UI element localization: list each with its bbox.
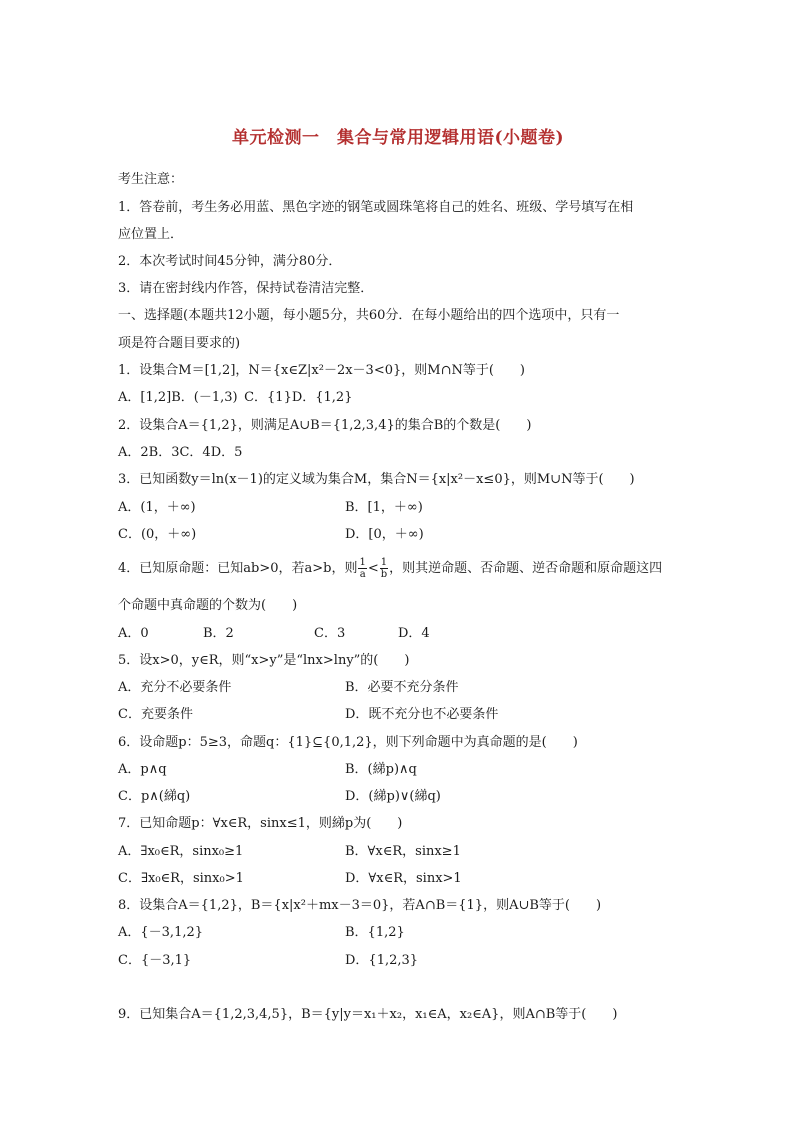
question-3-option-c: C．(0，＋∞) bbox=[118, 527, 197, 542]
less-than-sign: < bbox=[367, 561, 379, 576]
fraction-1-over-a bbox=[358, 557, 366, 580]
section-heading-cont: 项是符合题目要求的) bbox=[118, 336, 241, 351]
question-8-option-a: A．{－3,1,2} bbox=[118, 925, 204, 940]
question-6-option-a: A．p∧q bbox=[118, 762, 167, 777]
question-5-option-b: B．必要不充分条件 bbox=[345, 680, 459, 695]
question-4-option-b: B．2 bbox=[203, 626, 234, 641]
fraction-1-over-b bbox=[380, 557, 388, 580]
fraction-numerator: 1 bbox=[359, 557, 366, 568]
question-2-stem: 2．设集合A＝{1,2}，则满足A∪B＝{1,2,3,4}的集合B的个数是( ) bbox=[118, 418, 532, 433]
question-6-stem: 6．设命题p：5≥3，命题q：{1}⊆{0,1,2}，则下列命题中为真命题的是( ) bbox=[118, 735, 578, 750]
question-1-options: A．[1,2]B．(－1,3) C．{1}D．{1,2} bbox=[118, 390, 353, 405]
question-1-stem: 1．设集合M＝[1,2]，N＝{x∈Z|x²－2x－3<0}，则M∩N等于( ) bbox=[118, 363, 525, 378]
question-8-option-b: B．{1,2} bbox=[345, 925, 405, 940]
question-2-options: A．2B．3C．4D．5 bbox=[118, 445, 243, 460]
question-4-option-d: D．4 bbox=[398, 626, 430, 641]
notice-item-3: 3．请在密封线内作答，保持试卷清洁完整． bbox=[118, 281, 374, 296]
notice-item-2: 2．本次考试时间45分钟，满分80分． bbox=[118, 254, 342, 269]
question-7-option-d: D．∀x∈R，sinx>1 bbox=[345, 871, 462, 886]
question-3-option-b: B．[1，＋∞) bbox=[345, 500, 423, 515]
question-7-option-c: C．∃x₀∈R，sinx₀>1 bbox=[118, 871, 244, 886]
question-5-option-c: C．充要条件 bbox=[118, 707, 193, 722]
question-6-option-b: B．(綈p)∧q bbox=[345, 762, 417, 777]
question-7-stem: 7．已知命题p：∀x∈R，sinx≤1，则綈p为( ) bbox=[118, 816, 403, 831]
question-8-option-c: C．{－3,1} bbox=[118, 953, 192, 968]
question-3-option-a: A．(1，＋∞) bbox=[118, 500, 196, 515]
notice-item-1-cont: 应位置上． bbox=[118, 227, 184, 242]
notice-heading: 考生注意： bbox=[118, 172, 184, 187]
fraction-numerator: 1 bbox=[380, 557, 388, 568]
fraction-denominator: b bbox=[380, 569, 388, 580]
question-7-option-b: B．∀x∈R，sinx≥1 bbox=[345, 844, 461, 859]
section-heading: 一、选择题(本题共12小题，每小题5分，共60分．在每小题给出的四个选项中，只有一 bbox=[118, 308, 620, 323]
page-title: 单元检测一 集合与常用逻辑用语(小题卷) bbox=[231, 128, 565, 148]
question-5-option-d: D．既不充分也不必要条件 bbox=[345, 707, 499, 722]
question-4-stem-start: 4．已知原命题：已知ab>0，若a>b，则 bbox=[118, 561, 358, 576]
question-3-stem: 3．已知函数y＝ln(x－1)的定义域为集合M，集合N＝{x|x²－x≤0}，则M∪N等于( ) bbox=[118, 472, 635, 487]
fraction-denominator: a bbox=[359, 569, 366, 580]
question-7-option-a: A．∃x₀∈R，sinx₀≥1 bbox=[118, 844, 244, 859]
question-8-stem: 8．设集合A＝{1,2}，B＝{x|x²＋mx－3＝0}，若A∩B＝{1}，则A∪B等于( ) bbox=[118, 898, 602, 913]
question-3-option-d: D．[0，＋∞) bbox=[345, 527, 424, 542]
question-6-option-c: C．p∧(綈q) bbox=[118, 789, 191, 804]
question-5-option-a: A．充分不必要条件 bbox=[118, 680, 232, 695]
question-6-option-d: D．(綈p)∨(綈q) bbox=[345, 789, 441, 804]
question-4-stem-cont: 个命题中真命题的个数为( ) bbox=[118, 598, 298, 613]
question-4-stem-end: ，则其逆命题、否命题、逆否命题和原命题这四 bbox=[389, 561, 663, 576]
question-4-option-c: C．3 bbox=[314, 626, 346, 641]
question-4-option-a: A．0 bbox=[118, 626, 149, 641]
question-5-stem: 5．设x>0，y∈R，则“x>y”是“lnx>lny”的( ) bbox=[118, 653, 410, 668]
notice-item-1: 1．答卷前，考生务必用蓝、黑色字迹的钢笔或圆珠笔将自己的姓名、班级、学号填写在相 bbox=[118, 200, 634, 215]
question-9-stem: 9．已知集合A＝{1,2,3,4,5}，B＝{y|y＝x₁＋x₂，x₁∈A，x₂∈A}，则A∩B等于( ) bbox=[118, 1007, 618, 1022]
question-8-option-d: D．{1,2,3} bbox=[345, 953, 419, 968]
question-4-stem bbox=[118, 557, 662, 581]
